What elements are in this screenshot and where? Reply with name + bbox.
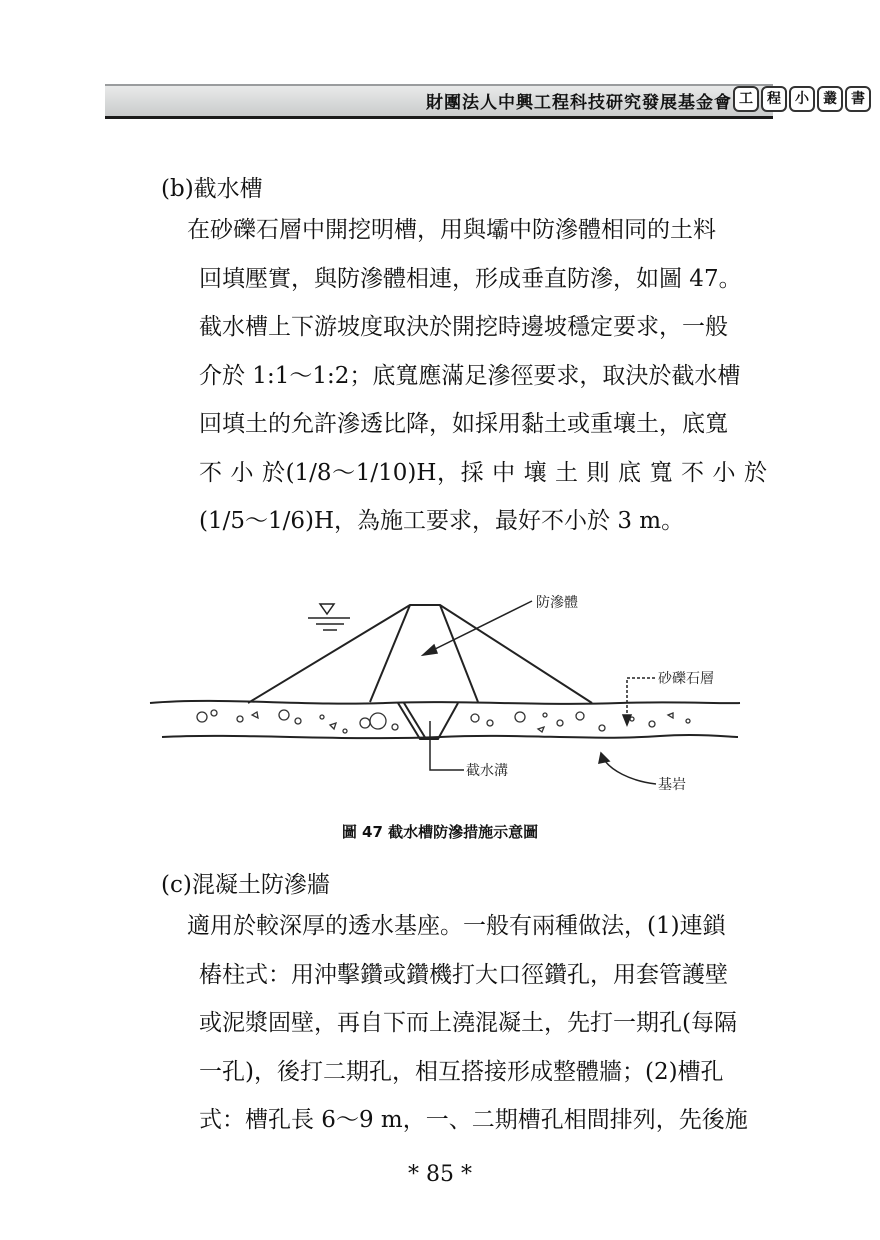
body-line: 回填壓實，與防滲體相連，形成垂直防滲，如圖 47。 [199, 265, 742, 292]
series-char: 小 [789, 86, 815, 112]
body-line: 或泥漿固壁，再自下而上澆混凝土，先打一期孔(每隔 [199, 1010, 737, 1036]
bedrock-label: 基岩 [658, 777, 686, 793]
body-line: (1/5～1/6)H，為施工要求，最好不小於 3 m。 [199, 508, 685, 534]
figure-caption: 圖 47 截水槽防滲措施示意圖 [341, 823, 539, 841]
cutoff-trench [398, 703, 458, 739]
core-arrow [423, 601, 532, 655]
body-line: 在砂礫石層中開挖明槽，用與壩中防滲體相同的土料 [187, 217, 716, 243]
body-line: 回填土的允許滲透比降，如採用黏土或重壤土，底寬 [199, 411, 728, 437]
header-org-name: 財團法人中興工程科技研究發展基金會 [426, 93, 732, 113]
cutoff-trench-diagram [140, 585, 760, 805]
body-line: 介於 1:1～1:2；底寬應滿足滲徑要求，取決於截水槽 [199, 362, 741, 389]
core-label: 防滲體 [536, 595, 578, 611]
body-line: 樁柱式：用沖擊鑽或鑽機打大口徑鑽孔，用套管護壁 [199, 961, 728, 988]
trench-leader [430, 721, 464, 770]
dam-embankment [248, 605, 592, 703]
series-char: 工 [733, 86, 759, 112]
bedrock-arrow [599, 753, 656, 784]
series-char: 程 [761, 86, 787, 112]
body-line: 不 小 於(1/8～1/10)H，採 中 壤 土 則 底 寬 不 小 於 [199, 459, 767, 486]
section-c-body [187, 902, 767, 1145]
page-number: * 85 * [408, 1162, 472, 1187]
series-badge [733, 86, 871, 112]
section-b-title: (b)截水槽 [161, 176, 263, 202]
body-line: 適用於較深厚的透水基座。一般有兩種做法，(1)連鎖 [187, 913, 726, 939]
series-char: 書 [845, 86, 871, 112]
body-line: 一孔)，後打二期孔，相互搭接形成整體牆；(2)槽孔 [199, 1058, 724, 1085]
section-c-title: (c)混凝土防滲牆 [161, 872, 330, 898]
trench-label: 截水溝 [466, 763, 508, 779]
series-char: 叢 [817, 86, 843, 112]
gravel-label: 砂礫石層 [658, 671, 714, 687]
header-rule [105, 116, 773, 119]
body-line: 截水槽上下游坡度取決於開挖時邊坡穩定要求，一般 [199, 314, 728, 340]
body-line: 式：槽孔長 6～9 m，一、二期槽孔相間排列，先後施 [199, 1107, 748, 1133]
section-b-body [187, 206, 767, 546]
water-level-symbol [308, 604, 350, 630]
gravel-layer [150, 701, 740, 738]
